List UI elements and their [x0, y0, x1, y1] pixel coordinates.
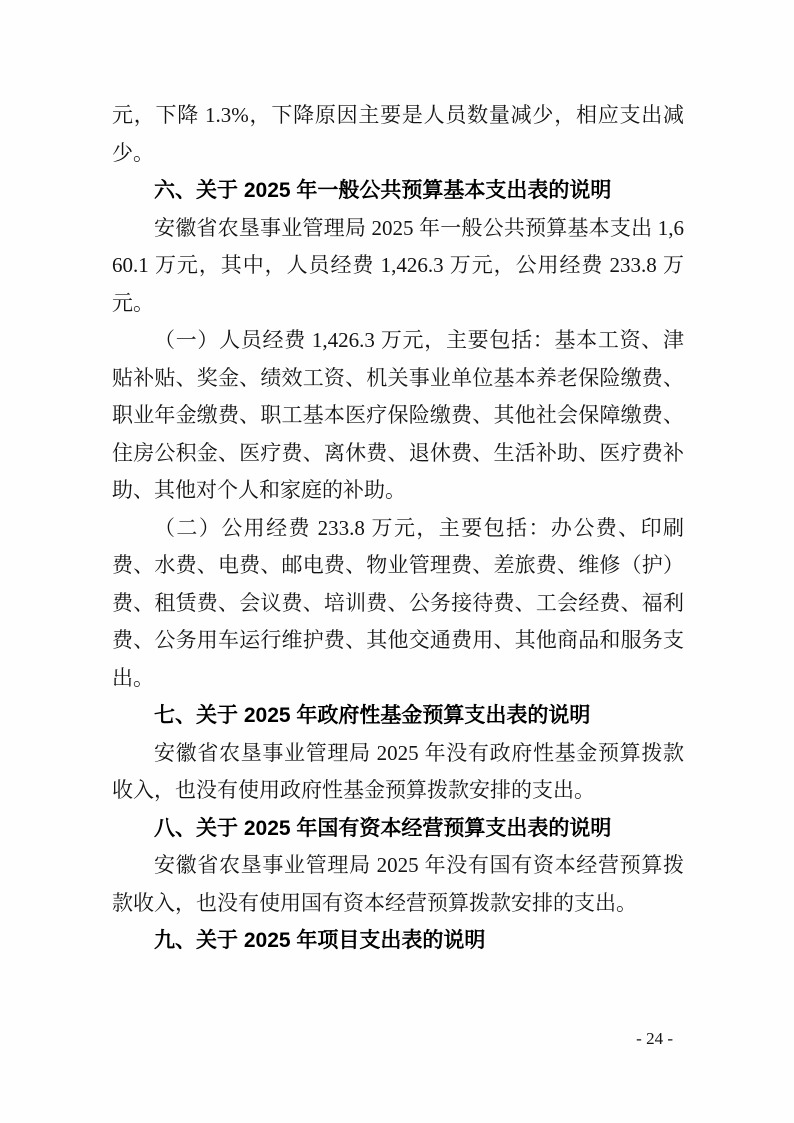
paragraph: （二）公用经费 233.8 万元，主要包括：办公费、印刷费、水费、电费、邮电费、物业管理费、差旅费、维修（护）费、租赁费、会议费、培训费、公务接待费、工会经费、福利费、公务用车运行维护费、其他交通费用、其他商品和服务支出。 — [112, 515, 684, 690]
section-heading: 七、关于 2025 年政府性基金预算支出表的说明 — [154, 704, 591, 727]
paragraph: 安徽省农垦事业管理局 2025 年没有政府性基金预算拨款收入，也没有使用政府性基金预算拨款安排的支出。 — [112, 740, 684, 802]
paragraph: 元，下降 1.3%，下降原因主要是人员数量减少，相应支出减少。 — [112, 103, 684, 165]
section-heading: 九、关于 2025 年项目支出表的说明 — [154, 929, 486, 952]
section-heading: 六、关于 2025 年一般公共预算基本支出表的说明 — [154, 179, 612, 202]
paragraph: （一）人员经费 1,426.3 万元，主要包括：基本工资、津贴补贴、奖金、绩效工资、机关事业单位基本养老保险缴费、职业年金缴费、职工基本医疗保险缴费、其他社会保障缴费、住房公积金、医疗费、离休费、退休费、生活补助、医疗费补助、其他对个人和家庭的补助。 — [112, 328, 684, 502]
section-heading: 八、关于 2025 年国有资本经营预算支出表的说明 — [154, 816, 612, 840]
paragraph: 安徽省农垦事业管理局 2025 年没有国有资本经营预算拨款收入，也没有使用国有资本经营预算拨款安排的支出。 — [112, 853, 684, 915]
page-number: - 24 - — [636, 1029, 673, 1048]
paragraph: 安徽省农垦事业管理局 2025 年一般公共预算基本支出 1,660.1 万元，其中，人员经费 1,426.3 万元，公用经费 233.8 万元。 — [112, 215, 684, 315]
document-body — [112, 97, 684, 960]
